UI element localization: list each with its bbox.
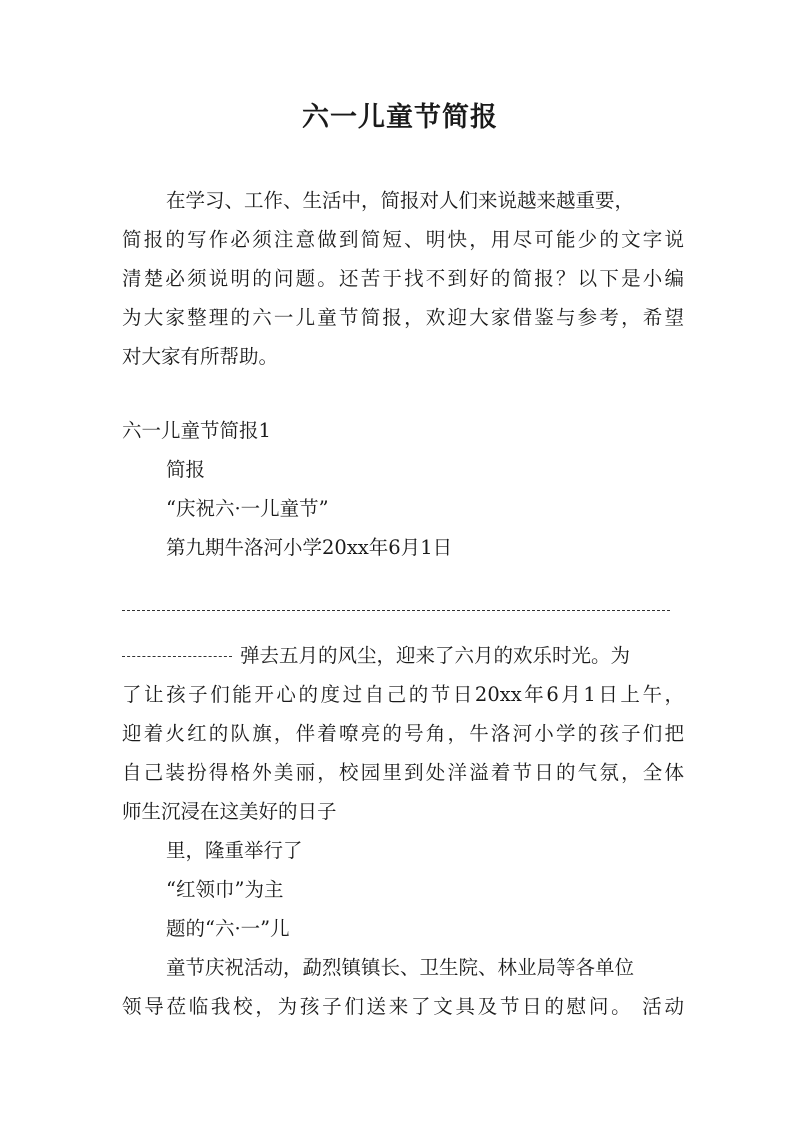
body-line-5: 师生沉浸在这美好的日子 <box>122 800 337 823</box>
body-line-4: 自己装扮得格外美丽，校园里到处洋溢着节日的气氛，全体 <box>122 761 684 784</box>
header-line-3: 第九期牛洛河小学20xx年6月1日 <box>166 536 453 559</box>
document-title: 六一儿童节简报 <box>302 102 498 133</box>
header-line-2: “庆祝六·一儿童节” <box>166 497 329 520</box>
body-line-1: 弹去五月的风尘，迎来了六月的欢乐时光。为 <box>240 644 631 667</box>
last-line: 领导莅临我校，为孩子们送来了文具及节日的慰问。 活动 <box>122 995 684 1018</box>
dashed-separator <box>122 610 670 611</box>
fragment-line-4: 童节庆祝活动，勐烈镇镇长、卫生院、林业局等各单位 <box>166 956 635 979</box>
fragment-line-1: 里，隆重举行了 <box>166 839 303 862</box>
intro-line-4: 为大家整理的六一儿童节简报，欢迎大家借鉴与参考，希望 <box>122 306 684 329</box>
intro-line-3: 清楚必须说明的问题。还苦于找不到好的简报？以下是小编 <box>122 267 684 290</box>
intro-line-1: 在学习、工作、生活中，简报对人们来说越来越重要， <box>166 189 635 212</box>
section-heading: 六一儿童节简报1 <box>122 419 271 442</box>
body-line-2: 了让孩子们能开心的度过自己的节日20xx年6月1日上午， <box>122 683 684 706</box>
dashed-separator-continuation <box>122 656 232 657</box>
intro-line-2: 简报的写作必须注意做到简短、明快，用尽可能少的文字说 <box>122 228 684 251</box>
fragment-line-3: 题的“六·一”儿 <box>166 917 290 940</box>
header-line-1: 简报 <box>166 458 206 481</box>
body-line-3: 迎着火红的队旗，伴着嘹亮的号角，牛洛河小学的孩子们把 <box>122 722 684 745</box>
intro-line-5: 对大家有所帮助。 <box>122 345 279 368</box>
fragment-line-2: “红领巾”为主 <box>166 878 284 901</box>
